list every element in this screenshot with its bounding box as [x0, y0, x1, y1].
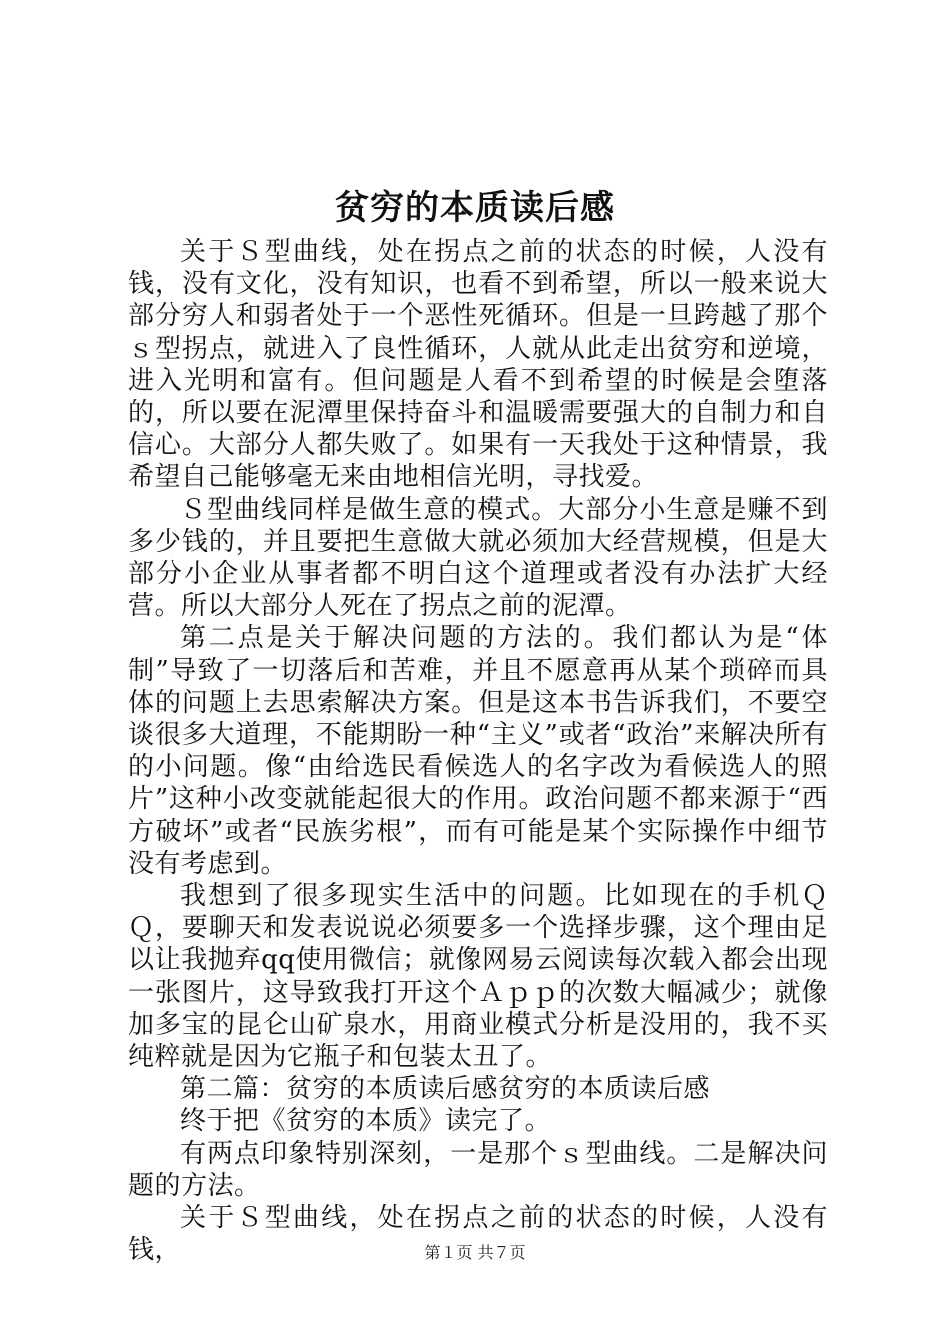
paragraph: 第二点是关于解决问题的方法的。我们都认为是“体制”导致了一切落后和苦难，并且不愿意再从某个琐碎而具体的问题上去思索解决方案。但是这本书告诉我们，不要空谈很多大道理，不能期盼一种“主义”或者“政治”来解决所有的小问题。像“由给选民看候选人的名字改为看候选人的照片”这种小改变就能起很大的作用。政治问题不都来源于“西方破坏”或者“民族劣根”，而有可能是某个实际操作中细节没有考虑到。	[128, 623, 828, 879]
paragraph: 关于Ｓ型曲线，处在拐点之前的状态的时候，人没有钱，没有文化，没有知识，也看不到希望，所以一般来说大部分穷人和弱者处于一个恶性死循环。但是一旦跨越了那个ｓ型拐点，就进入了良性循环，人就从此走出贫穷和逆境，进入光明和富有。但问题是人看不到希望的时候是会堕落的，所以要在泥潭里保持奋斗和温暖需要强大的自制力和自信心。大部分人都失败了。如果有一天我处于这种情景，我希望自己能够毫无来由地相信光明，寻找爱。	[128, 237, 828, 493]
paragraph: 我想到了很多现实生活中的问题。比如现在的手机ＱＱ，要聊天和发表说说必须要多一个选择步骤，这个理由足以让我抛弃qq使用微信；就像网易云阅读每次载入都会出现一张图片，这导致我打开这个Ａｐｐ的次数大幅减少；就像加多宝的昆仑山矿泉水，用商业模式分析是没用的，我不买纯粹就是因为它瓶子和包装太丑了。	[128, 881, 828, 1073]
paragraph: 有两点印象特别深刻，一是那个ｓ型曲线。二是解决问题的方法。	[128, 1138, 828, 1201]
paragraph: Ｓ型曲线同样是做生意的模式。大部分小生意是赚不到多少钱的，并且要把生意做大就必须加大经营规模，但是大部分小企业从事者都不明白这个道理或者没有办法扩大经营。所以大部分人死在了拐点之前的泥潭。	[128, 494, 828, 622]
document-body	[128, 236, 828, 1267]
document-title: 贫穷的本质读后感	[335, 188, 615, 228]
paragraph: 关于Ｓ型曲线，处在拐点之前的状态的时候，人没有钱，	[128, 1203, 828, 1266]
section-heading: 第二篇：贫穷的本质读后感贫穷的本质读后感	[180, 1074, 711, 1105]
page-number-footer: 第１页 共７页	[424, 1243, 526, 1262]
paragraph: 终于把《贫穷的本质》读完了。	[180, 1106, 552, 1137]
